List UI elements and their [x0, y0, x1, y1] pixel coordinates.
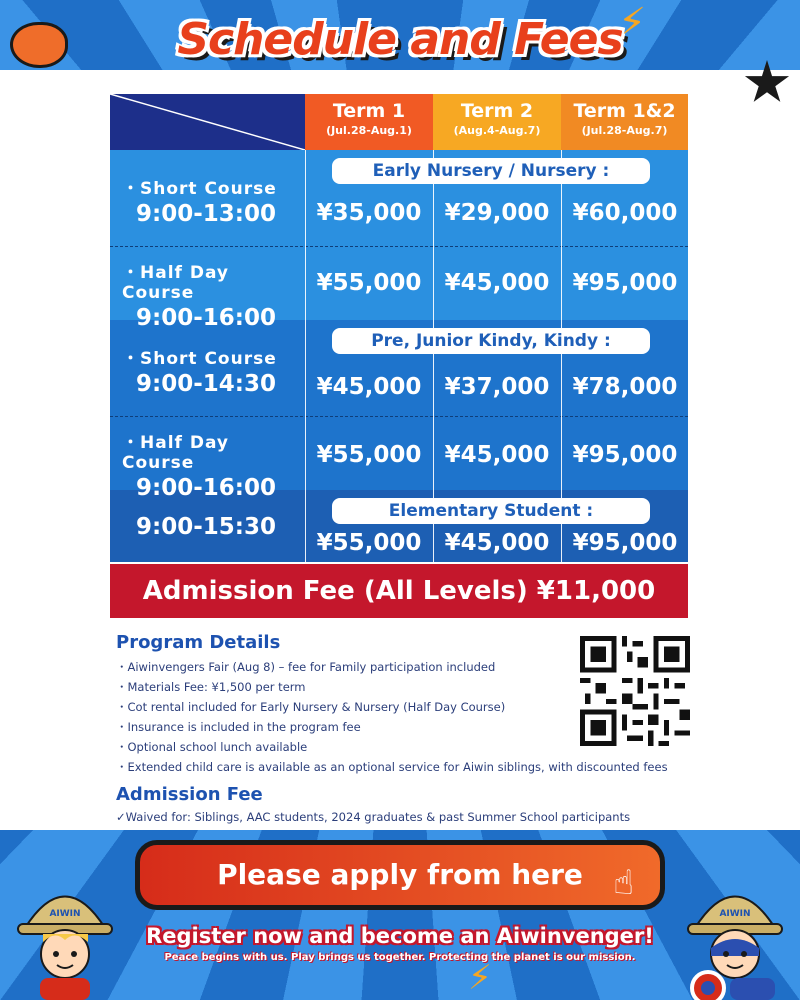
price-cell: ¥37,000: [444, 374, 550, 400]
course-cell: [110, 428, 305, 501]
register-slogan: Register now and become an Aiwinvenger!: [146, 924, 654, 948]
apply-button-label: Please apply from here: [217, 858, 583, 891]
term-name: Term 1: [332, 100, 406, 122]
list-item: ・Insurance is included in the program fee: [116, 720, 361, 734]
price-cell: ¥55,000: [316, 270, 422, 296]
term-header: [561, 94, 688, 150]
admission-banner: Admission Fee (All Levels) ¥11,000: [110, 564, 688, 618]
price-cell: ¥95,000: [572, 442, 678, 468]
course-cell: [110, 344, 305, 397]
tagline: Peace begins with us. Play brings us together. Protecting the planet is our mission.: [164, 952, 636, 963]
price-cell: ¥95,000: [572, 270, 678, 296]
price-cell: ¥95,000: [572, 530, 678, 556]
term-dates: (Jul.28-Aug.7): [581, 124, 668, 137]
kid-mascot-right: [680, 870, 790, 1000]
waived-note: ✓Waived for: Siblings, AAC students, 2024 graduates & past Summer School participants: [116, 810, 631, 824]
price-cell: ¥78,000: [572, 374, 678, 400]
price-cell: ¥60,000: [572, 200, 678, 226]
program-details-heading: Program Details: [116, 632, 281, 653]
course-time: 9:00-16:00: [136, 305, 276, 331]
lightning-icon: ⚡: [468, 958, 492, 998]
pointer-hand-icon: ☝: [613, 863, 634, 903]
qr-code[interactable]: [580, 636, 690, 746]
term-header: [305, 94, 433, 150]
helmet-logo-text: AIWIN: [49, 909, 81, 919]
course-name: ・Half Day Course: [122, 263, 229, 303]
price-cell: ¥45,000: [444, 442, 550, 468]
list-item: ・Materials Fee: ¥1,500 per term: [116, 680, 306, 694]
kid-mascot-left: [10, 870, 120, 1000]
course-name: ・Short Course: [122, 349, 277, 369]
price-cell: ¥45,000: [444, 270, 550, 296]
course-cell: [110, 258, 305, 331]
price-cell: ¥45,000: [444, 530, 550, 556]
term-header: [433, 94, 561, 150]
course-cell: [110, 512, 305, 540]
admission-fee-heading: Admission Fee: [116, 784, 263, 805]
price-cell: ¥29,000: [444, 200, 550, 226]
course-time: 9:00-15:30: [136, 514, 276, 540]
course-time: 9:00-13:00: [136, 201, 276, 227]
price-cell: ¥35,000: [316, 200, 422, 226]
term-name: Term 2: [460, 100, 534, 122]
group-label: Elementary Student :: [332, 498, 650, 524]
term-dates: (Aug.4-Aug.7): [453, 124, 541, 137]
course-name: ・Half Day Course: [122, 433, 229, 473]
lightning-icon: ⚡: [618, 0, 647, 46]
list-item: ・Aiwinvengers Fair (Aug 8) – fee for Family participation included: [116, 660, 496, 674]
group-label: Early Nursery / Nursery :: [332, 158, 650, 184]
course-time: 9:00-14:30: [136, 371, 276, 397]
group-label: Pre, Junior Kindy, Kindy :: [332, 328, 650, 354]
list-item: ・Extended child care is available as an optional service for Aiwin siblings, with discounted fees: [116, 760, 668, 774]
price-cell: ¥55,000: [316, 442, 422, 468]
table-corner: [110, 94, 305, 150]
fee-table: [110, 94, 688, 562]
course-name: ・Short Course: [122, 179, 277, 199]
term-name: Term 1&2: [573, 100, 676, 122]
row-divider: [110, 416, 688, 417]
page-title: Schedule and Fees: [177, 14, 623, 65]
list-item: ・Optional school lunch available: [116, 740, 308, 754]
price-cell: ¥55,000: [316, 530, 422, 556]
course-cell: [110, 174, 305, 227]
row-divider: [110, 246, 688, 247]
term-dates: (Jul.28-Aug.1): [326, 124, 412, 137]
course-time: 9:00-16:00: [136, 475, 276, 501]
helmet-logo-text: AIWIN: [719, 909, 751, 919]
list-item: ・Cot rental included for Early Nursery & Nursery (Half Day Course): [116, 700, 506, 714]
apply-button[interactable]: [135, 840, 665, 910]
price-cell: ¥45,000: [316, 374, 422, 400]
